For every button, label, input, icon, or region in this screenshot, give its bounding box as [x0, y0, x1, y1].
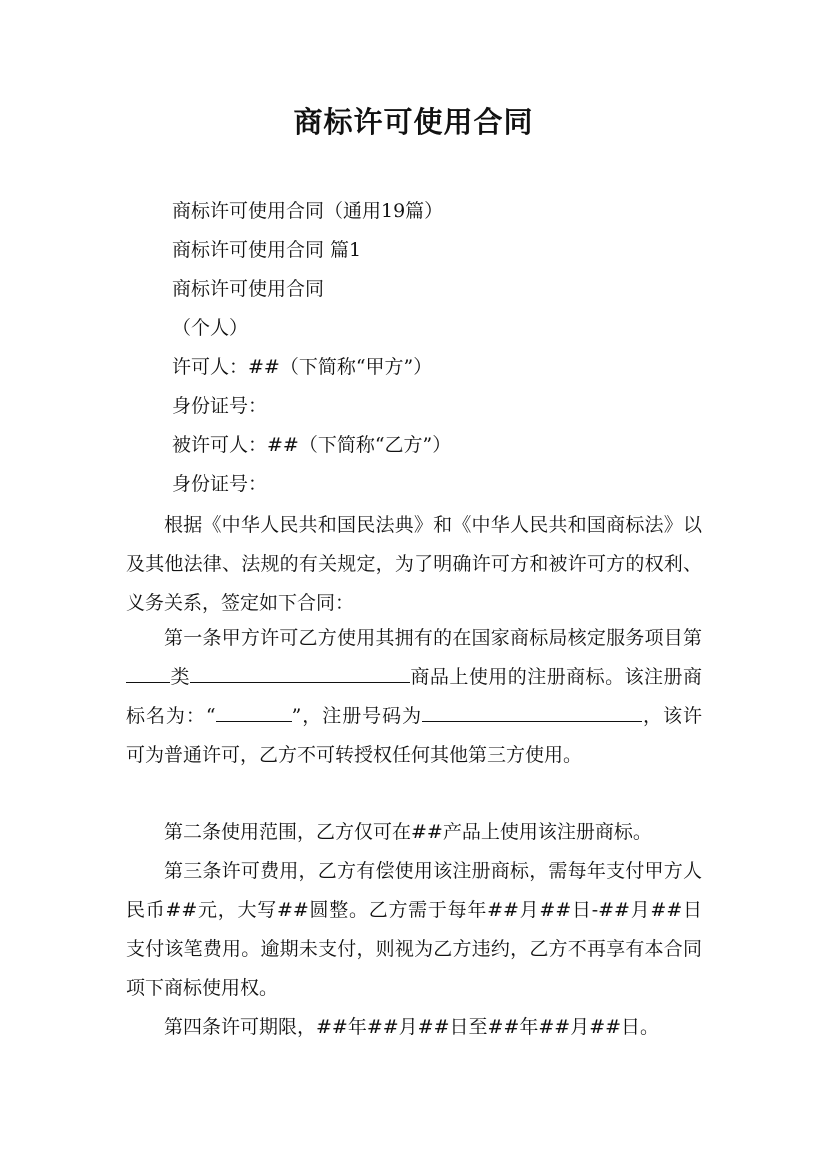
article-1-text-c: 商品上使用的注册商标。该注册商标名为：“ — [126, 666, 702, 727]
subtitle-line: 商标许可使用合同（通用19篇） — [172, 200, 444, 222]
article-1-text-b: 类 — [170, 666, 190, 688]
licensor-line: 许可人：##（下简称“甲方”） — [172, 356, 433, 378]
document-title: 商标许可使用合同 — [293, 105, 534, 139]
article-1-text-e: ，该许可为普通许可，乙方不可转授权任何其他第三方使用。 — [126, 705, 702, 766]
licensor-id-line: 身份证号： — [172, 395, 268, 417]
contract-name: 商标许可使用合同 — [172, 278, 325, 300]
licensee-id-line: 身份证号： — [172, 473, 268, 495]
licensee-line: 被许可人：##（下简称“乙方”） — [172, 434, 452, 456]
article-2-paragraph: 第二条使用范围，乙方仅可在##产品上使用该注册商标。 — [164, 821, 652, 843]
section-heading: 商标许可使用合同 篇1 — [172, 239, 362, 261]
class-blank — [126, 663, 170, 683]
registration-number-blank — [422, 702, 642, 722]
article-3-paragraph: 第三条许可费用，乙方有偿使用该注册商标，需每年支付甲方人民币##元，大写##圆整。乙方需于每年##月##日-##月##日支付该笔费用。逾期未支付，则视为乙方违约，乙方不再享有本合同项下商标使用权。 — [126, 860, 702, 999]
article-4-paragraph: 第四条许可期限，##年##月##日至##年##月##日。 — [164, 1016, 660, 1038]
article-1-text-d: ”，注册号码为 — [291, 705, 423, 727]
article-1-paragraph — [126, 619, 702, 775]
trademark-name-blank — [216, 702, 292, 722]
goods-blank — [190, 663, 410, 683]
contract-type: （个人） — [172, 317, 249, 339]
article-1-text-a: 第一条甲方许可乙方使用其拥有的在国家商标局核定服务项目第 — [164, 627, 702, 649]
preamble-paragraph: 根据《中华人民共和国民法典》和《中华人民共和国商标法》以及其他法律、法规的有关规定，为了明确许可方和被许可方的权利、义务关系，签定如下合同： — [126, 514, 702, 614]
